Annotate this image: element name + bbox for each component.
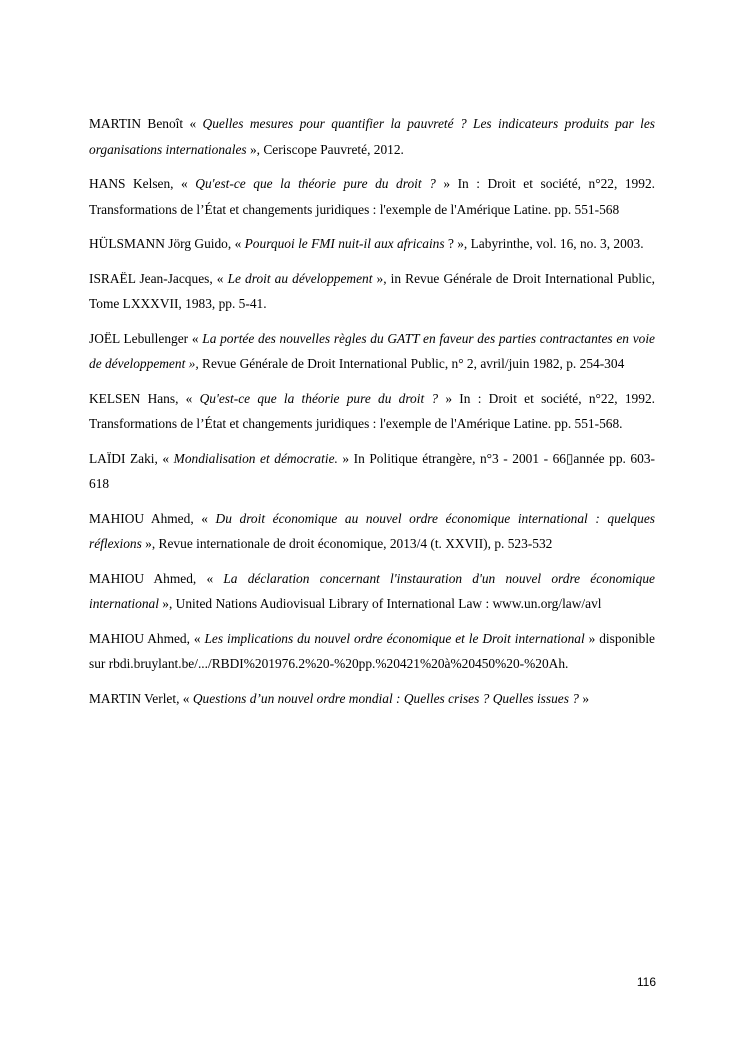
entry-text: MAHIOU Ahmed, « (89, 630, 205, 646)
entry-text: MAHIOU Ahmed, « (89, 570, 224, 586)
bibliography-list (89, 111, 655, 720)
entry-title: Le droit au développement (227, 270, 373, 286)
entry-text: MAHIOU Ahmed, « (89, 510, 216, 526)
entry-text: HANS Kelsen, « (89, 176, 196, 191)
entry-title: Qu'est-ce que la théorie pure du droit ? (195, 176, 436, 191)
entry-title: Pourquoi le FMI nuit-il aux africains (244, 236, 445, 251)
bibliography-entry (89, 446, 655, 497)
entry-title: Mondialisation et démocratie. (173, 450, 338, 466)
entry-text: HÜLSMANN Jörg Guido, « (89, 236, 245, 251)
entry-text: », in Revue Générale de Droit International Public, Tome LXXXVII, 1983, pp. 5-41. (89, 270, 655, 311)
entry-title: La portée des nouvelles règles du GATT en faveur des parties contractantes en voie de développement », (89, 330, 655, 371)
page-number: 116 (636, 975, 656, 989)
bibliography-entry (89, 266, 655, 317)
entry-text: ? », Labyrinthe, vol. 16, no. 3, 2003. (444, 236, 644, 251)
bibliography-entry (89, 231, 655, 257)
entry-text: MARTIN Verlet, « (89, 690, 193, 706)
bibliography-entry (89, 626, 655, 677)
entry-title: La déclaration concernant l'instauration d'un nouvel ordre économique international (89, 570, 655, 611)
entry-text: MARTIN Benoît « (89, 116, 203, 131)
bibliography-entry (89, 171, 655, 222)
entry-text: Revue Générale de Droit International Public, n° 2, avril/juin 1982, p. 254-304 (198, 356, 625, 371)
entry-text: KELSEN Hans, « (89, 390, 200, 406)
bibliography-entry (89, 686, 655, 712)
entry-title: Qu'est-ce que la théorie pure du droit ? (199, 390, 439, 406)
bibliography-entry (89, 566, 655, 617)
entry-text: » disponible sur rbdi.bruylant.be/.../RBDI%201976.2%20-%20pp.%20421%20à%20450%20-%20Ah. (89, 630, 655, 671)
entry-text: », United Nations Audiovisual Library of International Law : www.un.org/law/avl (158, 596, 602, 611)
bibliography-entry (89, 386, 655, 437)
entry-text: » In : Droit et société, n°22, 1992. Transformations de l’État et changements juridiques : l'exemple de l'Amérique Latine. pp. 551-568 (89, 176, 655, 217)
entry-text: JOËL Lebullenger « (89, 330, 203, 346)
entry-title: Les implications du nouvel ordre économique et le Droit international (204, 630, 585, 646)
entry-text: » In Politique étrangère, n°3 - 2001 - 66▯année pp. 603-618 (89, 450, 655, 491)
entry-title: Questions d’un nouvel ordre mondial : Quelles crises ? Quelles issues ? (192, 690, 579, 706)
bibliography-entry (89, 506, 655, 557)
entry-text: LAÏDI Zaki, « (89, 450, 174, 466)
entry-title: Quelles mesures pour quantifier la pauvreté ? Les indicateurs produits par les organisations internationales (89, 116, 655, 157)
bibliography-entry (89, 326, 655, 377)
entry-text: » In : Droit et société, n°22, 1992. Transformations de l’État et changements juridiques : l'exemple de l'Amérique Latine. pp. 551-568. (89, 390, 655, 431)
entry-text: », Ceriscope Pauvreté, 2012. (246, 141, 404, 157)
entry-text: ISRAËL Jean-Jacques, « (89, 270, 228, 286)
entry-text: », Revue internationale de droit économique, 2013/4 (t. XXVII), p. 523-532 (141, 536, 553, 551)
entry-title: Du droit économique au nouvel ordre économique international : quelques réflexions (89, 510, 655, 551)
entry-text: » (579, 690, 590, 706)
bibliography-entry (89, 111, 655, 162)
